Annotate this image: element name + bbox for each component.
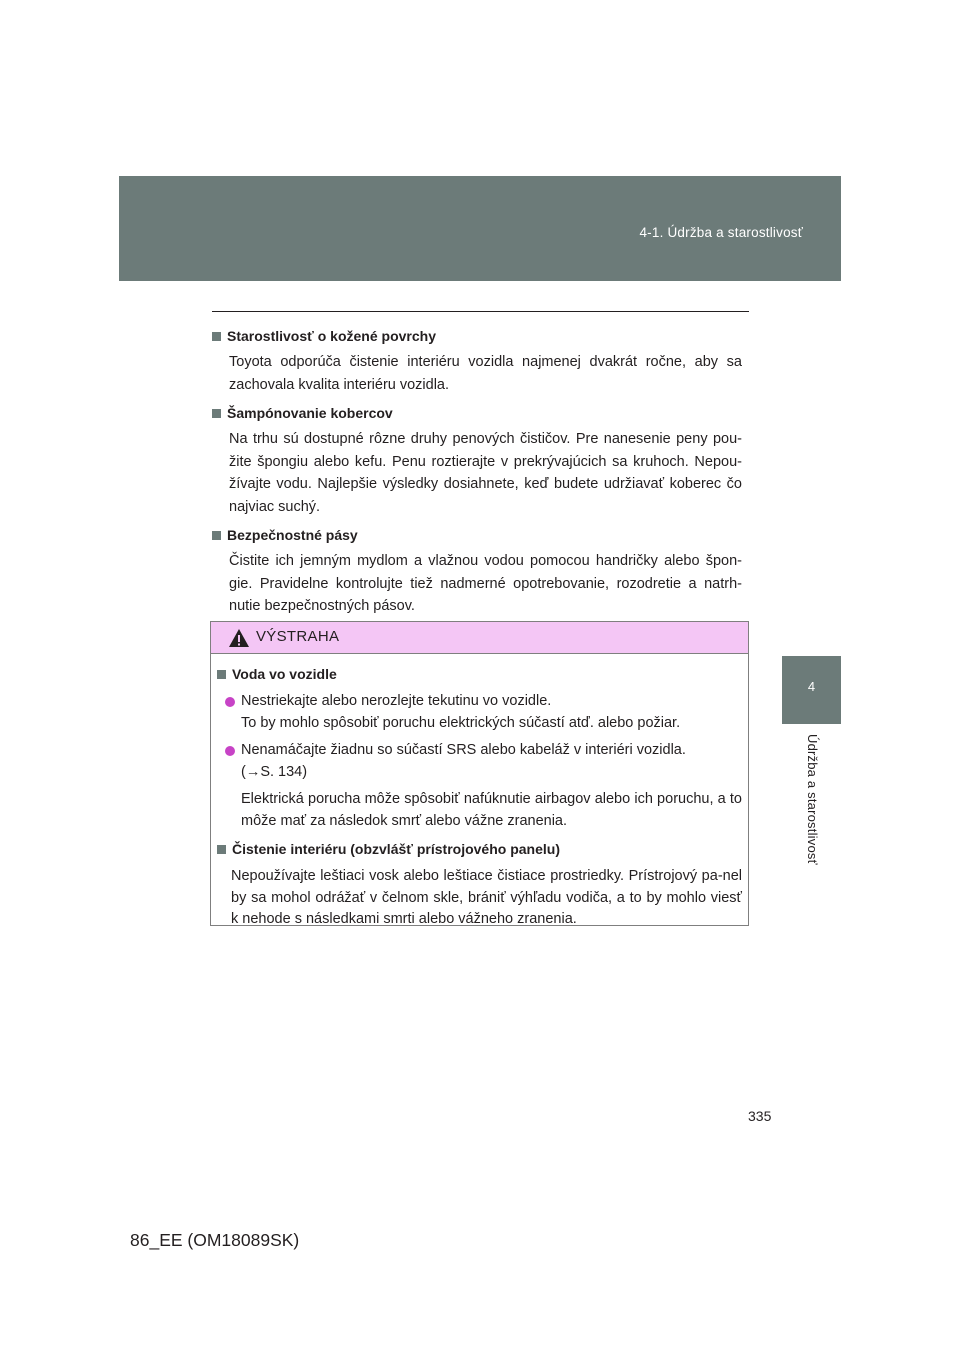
- warning-bullet-item: [225, 740, 742, 783]
- section-seatbelts: [212, 524, 742, 618]
- warning-body: [211, 654, 748, 931]
- top-divider: [212, 311, 749, 312]
- bullet-line: Nenamáčajte žiadnu so súčastí SRS alebo kabeláž v interiéri vozidla.: [241, 742, 686, 758]
- chapter-tab: [782, 656, 841, 724]
- document-code: 86_EE (OM18089SK): [130, 1230, 300, 1250]
- section-heading: Šampónovanie kobercov: [227, 405, 393, 421]
- page-reference: (→S. 134): [241, 763, 308, 780]
- warning-bullet-item: [225, 691, 742, 734]
- warning-section-heading: Čistenie interiéru (obzvlášť prístrojového panelu): [217, 838, 742, 860]
- warning-triangle-icon: [228, 628, 250, 648]
- warning-paragraph: Nepoužívajte leštiaci vosk alebo leštiace čistiace prostriedky. Prístrojový pa-nel by sa mohol odrážať v čelnom skle, brániť výhľadu vodiča, a to by mohlo viesť k nehode s následkami smrti alebo vážneho zranenia.: [231, 868, 742, 927]
- round-bullet-icon: [225, 697, 235, 707]
- main-content: [212, 323, 742, 624]
- section-paragraph: Toyota odporúča čistenie interiéru vozidla najmenej dvakrát ročne, aby sa zachovala kvalita interiéru vozidla.: [229, 354, 742, 393]
- chapter-side-label-text: Údržba a starostlivosť: [805, 734, 820, 865]
- header-band: [119, 176, 841, 281]
- warning-section-heading: Voda vo vozidle: [217, 663, 742, 685]
- square-bullet-icon: [212, 409, 221, 418]
- chapter-side-label: [803, 734, 821, 894]
- chapter-number: 4: [807, 679, 816, 694]
- square-bullet-icon: [212, 332, 221, 341]
- page-number: 335: [748, 1108, 772, 1124]
- warning-header: [211, 622, 748, 654]
- section-title: 4-1. Údržba a starostlivosť: [639, 225, 803, 240]
- section-paragraph: Čistite ich jemným mydlom a vlažnou vodou pomocou handričky alebo špon-gie. Pravidelne kontrolujte tiež nadmerné opotrebovanie, rozodretie a natrh-nutie bezpečnostných pásov.: [229, 553, 742, 614]
- bullet-line: To by mohlo spôsobiť poruchu elektrických súčastí atď. alebo požiar.: [241, 714, 681, 731]
- square-bullet-icon: [217, 670, 226, 679]
- square-bullet-icon: [212, 531, 221, 540]
- section-heading: Starostlivosť o kožené povrchy: [227, 328, 436, 344]
- square-bullet-icon: [217, 845, 226, 854]
- section-carpet: [212, 402, 742, 518]
- warning-title: VÝSTRAHA: [256, 628, 340, 645]
- warning-box: [210, 621, 749, 926]
- bullet-line: Nestriekajte alebo nerozlejte tekutinu vo vozidle.: [241, 693, 552, 709]
- section-paragraph: Na trhu sú dostupné rôzne druhy penových čističov. Pre nanesenie peny pou-žite špongiu alebo kefu. Penu roztierajte v prekrývajúcich sa kruhoch. Nepou-žívajte vodu. Najlepšie výsledky dosiahnete, keď budete udržiavať koberec čo najviac suchý.: [229, 431, 742, 515]
- section-heading: Bezpečnostné pásy: [227, 527, 358, 543]
- section-leather: [212, 325, 742, 396]
- warning-paragraph: Elektrická porucha môže spôsobiť nafúknutie airbagov alebo ich poruchu, a to môže mať za následok smrť alebo vážne zranenia.: [241, 791, 742, 829]
- round-bullet-icon: [225, 746, 235, 756]
